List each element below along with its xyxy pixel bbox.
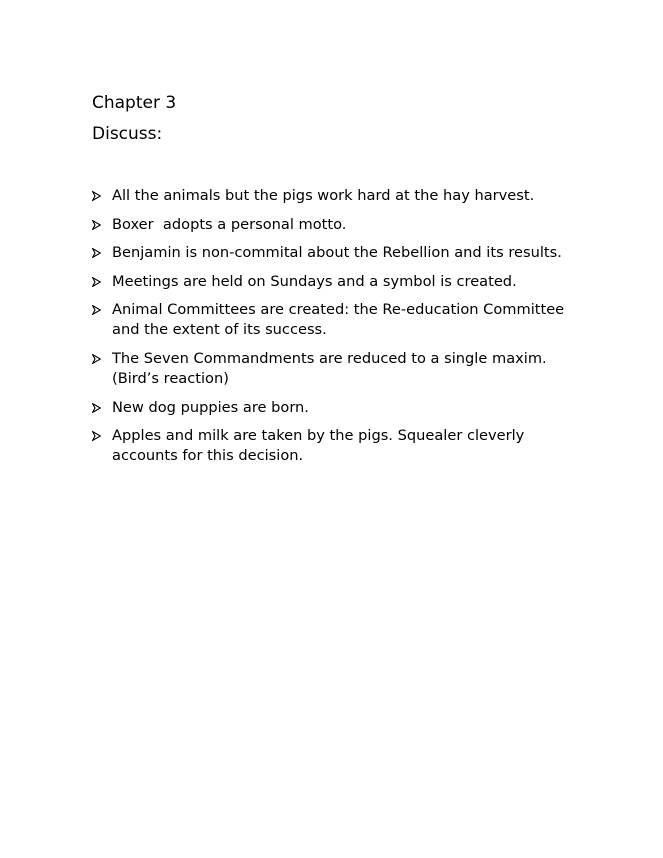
list-item-text: Apples and milk are taken by the pigs. Squealer cleverly accounts for this decision. xyxy=(112,427,525,465)
arrow-bullet-icon xyxy=(92,191,101,201)
discussion-list xyxy=(92,186,572,475)
list-item-text: Benjamin is non-commital about the Rebellion and its results. xyxy=(112,244,562,262)
list-item xyxy=(92,272,572,292)
chapter-title: Chapter 3 xyxy=(92,93,177,113)
list-item-text: All the animals but the pigs work hard at the hay harvest. xyxy=(112,187,535,204)
arrow-bullet-icon xyxy=(92,220,101,230)
list-item-text: Animal Committees are created: the Re-education Committee and the extent of its success. xyxy=(112,301,565,339)
list-item-text: New dog puppies are born. xyxy=(112,398,309,416)
list-item-text: Meetings are held on Sundays and a symbol is created. xyxy=(112,272,517,290)
list-item xyxy=(92,300,572,340)
arrow-bullet-icon xyxy=(92,305,101,315)
list-item xyxy=(92,349,572,389)
list-item xyxy=(92,215,572,235)
list-item xyxy=(92,186,572,206)
arrow-bullet-icon xyxy=(92,403,101,413)
list-item-text: Boxer adopts a personal motto. xyxy=(112,215,347,233)
arrow-bullet-icon xyxy=(92,248,101,258)
list-item-text: The Seven Commandments are reduced to a single maxim. (Bird’s reaction) xyxy=(112,349,547,387)
arrow-bullet-icon xyxy=(92,354,101,364)
arrow-bullet-icon xyxy=(92,277,101,287)
discuss-label: Discuss: xyxy=(92,124,163,144)
arrow-bullet-icon xyxy=(92,431,101,441)
list-item xyxy=(92,243,572,263)
list-item xyxy=(92,426,572,466)
list-item xyxy=(92,398,572,418)
